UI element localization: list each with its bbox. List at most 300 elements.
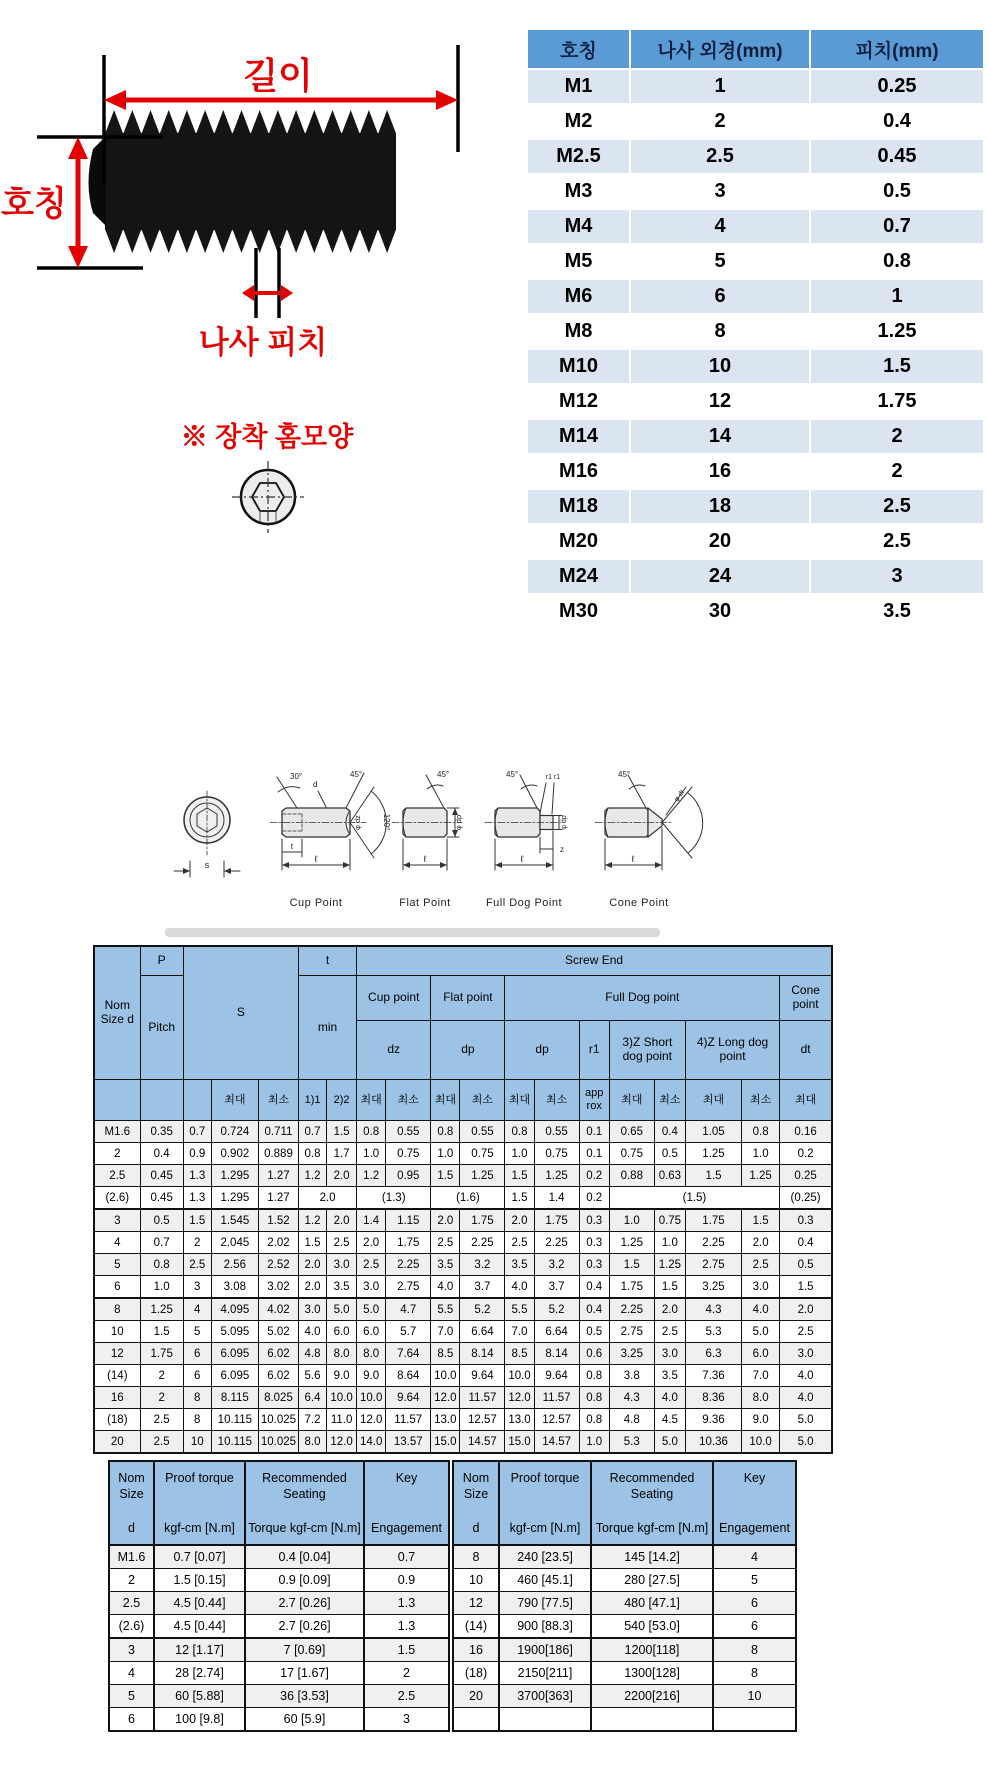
cell: 3.5 bbox=[505, 1254, 534, 1276]
cell: 0.7 bbox=[364, 1545, 449, 1569]
col-header-dp: dp bbox=[431, 1021, 505, 1080]
cell: 7.36 bbox=[685, 1365, 741, 1387]
dim-subheader bbox=[94, 1080, 832, 1121]
cell: (18) bbox=[94, 1409, 140, 1431]
table-row bbox=[527, 139, 984, 174]
cell: 4.8 bbox=[299, 1343, 327, 1365]
col-header-cup-point: Cup point bbox=[357, 976, 431, 1021]
cell: 5.0 bbox=[327, 1298, 357, 1321]
cell: 1900[186] bbox=[499, 1638, 591, 1662]
cell: 36 [3.53] bbox=[245, 1685, 364, 1708]
cell: 10.0 bbox=[431, 1365, 460, 1387]
table-row bbox=[453, 1545, 796, 1569]
table-row bbox=[109, 1592, 449, 1615]
cell: 4 bbox=[713, 1545, 796, 1569]
cell: 최소 bbox=[386, 1080, 431, 1121]
cell: 9.64 bbox=[534, 1365, 579, 1387]
cell bbox=[591, 1708, 713, 1732]
cell: 2 bbox=[630, 104, 810, 139]
cell: 3.8 bbox=[609, 1365, 654, 1387]
screw-body bbox=[105, 133, 396, 230]
cell: 2 bbox=[109, 1569, 154, 1592]
cell: 1.25 bbox=[460, 1165, 505, 1187]
cell: 1.75 bbox=[609, 1276, 654, 1299]
cell: 3.5 bbox=[431, 1254, 460, 1276]
table-row bbox=[94, 1080, 832, 1121]
cell: 1.4 bbox=[534, 1187, 579, 1210]
cell: 100 [9.8] bbox=[154, 1708, 245, 1732]
cell: 1.0 bbox=[742, 1143, 780, 1165]
cell: 0.902 bbox=[211, 1143, 258, 1165]
cell: 1.0 bbox=[654, 1232, 685, 1254]
cell: 3.2 bbox=[534, 1254, 579, 1276]
cell: 12 bbox=[94, 1343, 140, 1365]
cell: 1.27 bbox=[258, 1165, 298, 1187]
cell: 145 [14.2] bbox=[591, 1545, 713, 1569]
col-header-cone-point: Cone point bbox=[780, 976, 832, 1021]
cell: M3 bbox=[527, 174, 630, 209]
fulldog-dp-label: φ dp bbox=[561, 815, 568, 830]
cell: 2.52 bbox=[258, 1254, 298, 1276]
cell: 1.25 bbox=[685, 1143, 741, 1165]
flat-length-label: ℓ bbox=[423, 854, 427, 864]
cell bbox=[713, 1708, 796, 1732]
cell: 7.2 bbox=[299, 1409, 327, 1431]
cell: 0.3 bbox=[579, 1254, 609, 1276]
cell: 0.55 bbox=[386, 1121, 431, 1143]
col-header-min: min bbox=[299, 976, 357, 1080]
cell: M14 bbox=[527, 419, 630, 454]
cell: 9.0 bbox=[742, 1409, 780, 1431]
cell bbox=[140, 1080, 183, 1121]
cell: 2.0 bbox=[299, 1187, 357, 1210]
cell: 10 bbox=[183, 1431, 211, 1454]
cell: 2.0 bbox=[327, 1209, 357, 1232]
cell: 13.57 bbox=[386, 1431, 431, 1454]
cell: 2.56 bbox=[211, 1254, 258, 1276]
cell: 1.25 bbox=[742, 1165, 780, 1187]
cell: 3.02 bbox=[258, 1276, 298, 1299]
cell: 6.02 bbox=[258, 1365, 298, 1387]
col-header-proof-torque bbox=[499, 1461, 591, 1545]
cell: 6 bbox=[183, 1365, 211, 1387]
cell: 0.75 bbox=[534, 1143, 579, 1165]
table-row bbox=[94, 1209, 832, 1232]
header-line: Key bbox=[395, 1471, 418, 1485]
cell: 3 bbox=[183, 1276, 211, 1299]
fulldog-45deg-label: 45° bbox=[506, 770, 519, 779]
cell: 0.55 bbox=[534, 1121, 579, 1143]
cell: 2.5 bbox=[431, 1232, 460, 1254]
cell: 2 bbox=[810, 454, 984, 489]
cell: 7.0 bbox=[505, 1321, 534, 1343]
col-header-pitch: 피치(mm) bbox=[810, 29, 984, 69]
point-style-drawings bbox=[150, 765, 710, 920]
cell: 6.4 bbox=[299, 1387, 327, 1409]
cell: 최소 bbox=[460, 1080, 505, 1121]
cell: 2.5 bbox=[505, 1232, 534, 1254]
header-line: Recommended Seating bbox=[262, 1471, 347, 1501]
cell: 2.0 bbox=[431, 1209, 460, 1232]
cell: 2 bbox=[140, 1387, 183, 1409]
cell: 2.5 bbox=[183, 1254, 211, 1276]
cell: 4.02 bbox=[258, 1298, 298, 1321]
table-row bbox=[109, 1615, 449, 1639]
cell: 1.2 bbox=[299, 1165, 327, 1187]
cell: 6.0 bbox=[742, 1343, 780, 1365]
cell: 1.05 bbox=[685, 1121, 741, 1143]
cell: 6 bbox=[109, 1708, 154, 1732]
table-row bbox=[94, 1431, 832, 1454]
cell: 2.0 bbox=[299, 1254, 327, 1276]
cell: 3.08 bbox=[211, 1276, 258, 1299]
col-header-seating-torque bbox=[591, 1461, 713, 1545]
col-header-name: 호칭 bbox=[527, 29, 630, 69]
cell: 8.14 bbox=[534, 1343, 579, 1365]
table-row bbox=[94, 1409, 832, 1431]
cell: M2.5 bbox=[527, 139, 630, 174]
cell: 1.5 bbox=[183, 1209, 211, 1232]
cell: 3.0 bbox=[654, 1343, 685, 1365]
cell: (1.3) bbox=[357, 1187, 431, 1210]
cell: 0.7 bbox=[140, 1232, 183, 1254]
torque-header-row bbox=[453, 1461, 796, 1545]
cell: 5.5 bbox=[431, 1298, 460, 1321]
table-row bbox=[527, 349, 984, 384]
cell: 1.2 bbox=[299, 1209, 327, 1232]
cell: 1.5 bbox=[505, 1165, 534, 1187]
cell: 10.36 bbox=[685, 1431, 741, 1454]
cell: 4.0 bbox=[780, 1387, 832, 1409]
cell: 0.65 bbox=[609, 1121, 654, 1143]
cone-length-label: ℓ bbox=[631, 854, 635, 864]
table-row bbox=[94, 1321, 832, 1343]
cell: 0.3 bbox=[579, 1209, 609, 1232]
cell: 13.0 bbox=[505, 1409, 534, 1431]
cell: 12.57 bbox=[534, 1409, 579, 1431]
cell: 0.2 bbox=[579, 1165, 609, 1187]
cell: 3.0 bbox=[299, 1298, 327, 1321]
cell: 3 bbox=[810, 559, 984, 594]
cell: 10.115 bbox=[211, 1431, 258, 1454]
cell: 60 [5.9] bbox=[245, 1708, 364, 1732]
cell: 18 bbox=[630, 489, 810, 524]
cell: 2.5 bbox=[109, 1592, 154, 1615]
cell: 60 [5.88] bbox=[154, 1685, 245, 1708]
cell: 8 bbox=[183, 1409, 211, 1431]
cell: 15.0 bbox=[431, 1431, 460, 1454]
cell: 0.5 bbox=[140, 1209, 183, 1232]
cell: 1.52 bbox=[258, 1209, 298, 1232]
cell: 3700[363] bbox=[499, 1685, 591, 1708]
cell: 2 bbox=[810, 419, 984, 454]
full-dog-point-drawing bbox=[485, 775, 564, 870]
cell: M30 bbox=[527, 594, 630, 629]
cell: 11.57 bbox=[460, 1387, 505, 1409]
cell: 5 bbox=[109, 1685, 154, 1708]
cell: (18) bbox=[453, 1662, 499, 1685]
table-row bbox=[94, 1365, 832, 1387]
col-header-r1: r1 bbox=[579, 1021, 609, 1080]
table-header-row bbox=[527, 29, 984, 69]
cell: 1.15 bbox=[386, 1209, 431, 1232]
cell: 0.4 bbox=[654, 1121, 685, 1143]
cone-45deg-label: 45° bbox=[618, 770, 631, 779]
cell: 1.5 [0.15] bbox=[154, 1569, 245, 1592]
cup-30deg-label: 30° bbox=[290, 772, 303, 781]
cell: 5.0 bbox=[654, 1431, 685, 1454]
cell: 0.8 bbox=[579, 1387, 609, 1409]
cell: 0.5 bbox=[654, 1143, 685, 1165]
dim-header-row-1 bbox=[94, 946, 832, 976]
cell: 2.5 bbox=[140, 1431, 183, 1454]
cup-point-caption: Cup Point bbox=[289, 897, 343, 909]
cell: 8.5 bbox=[431, 1343, 460, 1365]
cell: 8.025 bbox=[258, 1387, 298, 1409]
divider-bar bbox=[165, 928, 660, 937]
header-line: Key bbox=[743, 1471, 766, 1485]
torque-header-row bbox=[109, 1461, 449, 1545]
cell: 1.25 bbox=[609, 1232, 654, 1254]
cell: (2.6) bbox=[94, 1187, 140, 1210]
cell: 2.0 bbox=[505, 1209, 534, 1232]
cell: 0.6 bbox=[579, 1343, 609, 1365]
cell: 1.3 bbox=[183, 1187, 211, 1210]
full-dog-point-caption: Full Dog Point bbox=[485, 897, 563, 909]
cell: 5.7 bbox=[386, 1321, 431, 1343]
cell: 1.5 bbox=[140, 1321, 183, 1343]
cell: 4.0 bbox=[505, 1276, 534, 1299]
cell: 16 bbox=[630, 454, 810, 489]
torque-table-small-sizes bbox=[108, 1460, 450, 1732]
table-row bbox=[527, 524, 984, 559]
cell: 2.0 bbox=[327, 1165, 357, 1187]
cell: 4 bbox=[630, 209, 810, 244]
cell: 2.0 bbox=[742, 1232, 780, 1254]
pitch-label: 나사 피치 bbox=[198, 325, 328, 360]
cell: 4.8 bbox=[609, 1409, 654, 1431]
cell: 790 [77.5] bbox=[499, 1592, 591, 1615]
torque-table-large-sizes bbox=[452, 1460, 797, 1732]
col-header-long-dog: 4)Z Long dog point bbox=[685, 1021, 779, 1080]
table-row bbox=[527, 279, 984, 314]
table-row bbox=[94, 1343, 832, 1365]
cell: 2.5 bbox=[327, 1232, 357, 1254]
table-row bbox=[527, 104, 984, 139]
cell: 20 bbox=[453, 1685, 499, 1708]
cell: 8.36 bbox=[685, 1387, 741, 1409]
cell bbox=[94, 1080, 140, 1121]
cell: 3 bbox=[364, 1708, 449, 1732]
fulldog-z-label: z bbox=[560, 845, 564, 854]
cell: 0.95 bbox=[386, 1165, 431, 1187]
col-header-seating-torque bbox=[245, 1461, 364, 1545]
cell: 2150[211] bbox=[499, 1662, 591, 1685]
cell: M8 bbox=[527, 314, 630, 349]
cell: 9.0 bbox=[357, 1365, 386, 1387]
cell: 2.0 bbox=[780, 1298, 832, 1321]
cell: 10.025 bbox=[258, 1409, 298, 1431]
cell: 2.75 bbox=[386, 1276, 431, 1299]
cell: 1.5 bbox=[505, 1187, 534, 1210]
cell: 5.3 bbox=[685, 1321, 741, 1343]
table-row bbox=[109, 1638, 449, 1662]
cup-d-label: d bbox=[313, 780, 318, 789]
col-header-pitch: Pitch bbox=[140, 976, 183, 1080]
table-row bbox=[109, 1545, 449, 1569]
cell: 5 bbox=[630, 244, 810, 279]
cell: M1.6 bbox=[109, 1545, 154, 1569]
cell: 6.0 bbox=[357, 1321, 386, 1343]
cell: 1.3 bbox=[183, 1165, 211, 1187]
col-header-screw-end: Screw End bbox=[357, 946, 832, 976]
cell: 540 [53.0] bbox=[591, 1615, 713, 1639]
fulldog-length-label: ℓ bbox=[520, 854, 524, 864]
cell: 0.4 bbox=[579, 1298, 609, 1321]
cell: 0.8 bbox=[579, 1365, 609, 1387]
cell: 24 bbox=[630, 559, 810, 594]
cell: M1.6 bbox=[94, 1121, 140, 1143]
table-row bbox=[527, 419, 984, 454]
cell: 1.545 bbox=[211, 1209, 258, 1232]
length-label: 길이 bbox=[243, 55, 313, 96]
cell: 1200[118] bbox=[591, 1638, 713, 1662]
cell: (14) bbox=[453, 1615, 499, 1639]
cell: 0.3 bbox=[579, 1232, 609, 1254]
cell: 2.25 bbox=[609, 1298, 654, 1321]
cell: 8 bbox=[713, 1638, 796, 1662]
cell: 3 bbox=[109, 1638, 154, 1662]
cell: 1.0 bbox=[431, 1143, 460, 1165]
cell: app rox bbox=[579, 1080, 609, 1121]
cell: M10 bbox=[527, 349, 630, 384]
cell: 2.25 bbox=[460, 1232, 505, 1254]
cell: 0.7 bbox=[299, 1121, 327, 1143]
cell: 8 bbox=[94, 1298, 140, 1321]
table-row bbox=[109, 1708, 449, 1732]
cell: 0.8 bbox=[431, 1121, 460, 1143]
cell: 0.711 bbox=[258, 1121, 298, 1143]
cell: 2.5 bbox=[357, 1254, 386, 1276]
cell: 1.75 bbox=[810, 384, 984, 419]
cell: 1.75 bbox=[534, 1209, 579, 1232]
cell: 1.75 bbox=[685, 1209, 741, 1232]
cell: 20 bbox=[94, 1431, 140, 1454]
table-row bbox=[453, 1569, 796, 1592]
cell: 2.5 bbox=[810, 524, 984, 559]
cell: (1.6) bbox=[431, 1187, 505, 1210]
cell: 0.5 bbox=[780, 1254, 832, 1276]
cell: M20 bbox=[527, 524, 630, 559]
cell: 3.5 bbox=[810, 594, 984, 629]
cell: 4 bbox=[183, 1298, 211, 1321]
col-header-proof-torque bbox=[154, 1461, 245, 1545]
cell: 4.0 bbox=[299, 1321, 327, 1343]
cell: 0.45 bbox=[140, 1187, 183, 1210]
dimension-spec-table bbox=[93, 945, 833, 1454]
cell: 0.25 bbox=[780, 1165, 832, 1187]
cell: 5.02 bbox=[258, 1321, 298, 1343]
cell: 1300[128] bbox=[591, 1662, 713, 1685]
cell bbox=[183, 1080, 211, 1121]
cell: 6.095 bbox=[211, 1343, 258, 1365]
cell: 17 [1.67] bbox=[245, 1662, 364, 1685]
cell: 3.7 bbox=[534, 1276, 579, 1299]
cell: 3.0 bbox=[780, 1343, 832, 1365]
table-row bbox=[109, 1685, 449, 1708]
cell: 480 [47.1] bbox=[591, 1592, 713, 1615]
cell: 4.0 bbox=[654, 1387, 685, 1409]
cell: 2.5 bbox=[654, 1321, 685, 1343]
cell: 4 bbox=[109, 1662, 154, 1685]
cell: 4.7 bbox=[386, 1298, 431, 1321]
cell: 6 bbox=[94, 1276, 140, 1299]
cell: 1.295 bbox=[211, 1165, 258, 1187]
cell: 1.5 bbox=[780, 1276, 832, 1299]
cell: 2.25 bbox=[386, 1254, 431, 1276]
col-header-nom-size bbox=[453, 1461, 499, 1545]
cell: 14.57 bbox=[460, 1431, 505, 1454]
cell: 9.64 bbox=[386, 1387, 431, 1409]
cell: 1.75 bbox=[460, 1209, 505, 1232]
cup-point-drawing bbox=[270, 773, 386, 870]
cell: 0.4 bbox=[579, 1276, 609, 1299]
cell: 최대 bbox=[211, 1080, 258, 1121]
cell: M16 bbox=[527, 454, 630, 489]
cell: 1.25 bbox=[534, 1165, 579, 1187]
cell: 0.63 bbox=[654, 1165, 685, 1187]
cell: 1.25 bbox=[654, 1254, 685, 1276]
cell: 2.75 bbox=[609, 1321, 654, 1343]
s-label: s bbox=[204, 860, 210, 870]
cell: 1.0 bbox=[579, 1431, 609, 1454]
cell: M6 bbox=[527, 279, 630, 314]
header-line: Proof torque bbox=[165, 1471, 234, 1485]
cell: 0.4 bbox=[810, 104, 984, 139]
cell: 1.5 bbox=[609, 1254, 654, 1276]
cell: 10.0 bbox=[742, 1431, 780, 1454]
cell: 1.4 bbox=[357, 1209, 386, 1232]
cell: 최소 bbox=[258, 1080, 298, 1121]
table-row bbox=[527, 594, 984, 629]
cell: 7.0 bbox=[742, 1365, 780, 1387]
fulldog-r1-label: r1 r1 bbox=[545, 774, 561, 781]
cell: 8.5 bbox=[505, 1343, 534, 1365]
table-row bbox=[94, 1121, 832, 1143]
cell: 3.5 bbox=[654, 1365, 685, 1387]
cell: 8.115 bbox=[211, 1387, 258, 1409]
cell: 0.8 bbox=[140, 1254, 183, 1276]
cell: 1.5 bbox=[327, 1121, 357, 1143]
col-header-key-engagement bbox=[713, 1461, 796, 1545]
cell: 6 bbox=[713, 1615, 796, 1639]
cell: 0.7 [0.07] bbox=[154, 1545, 245, 1569]
cell: 2.5 bbox=[780, 1321, 832, 1343]
cell: 2.5 bbox=[140, 1409, 183, 1431]
cell: 0.75 bbox=[460, 1143, 505, 1165]
cell: 1)1 bbox=[299, 1080, 327, 1121]
table-row bbox=[453, 1592, 796, 1615]
cell: 3.2 bbox=[460, 1254, 505, 1276]
cell: 2.25 bbox=[685, 1232, 741, 1254]
cell: 8 bbox=[713, 1662, 796, 1685]
header-line: Proof torque bbox=[510, 1471, 580, 1485]
flat-point-drawing bbox=[392, 775, 462, 870]
cell: 10.025 bbox=[258, 1431, 298, 1454]
cell: 0.88 bbox=[609, 1165, 654, 1187]
cell: 8 bbox=[630, 314, 810, 349]
col-header-flat-point: Flat point bbox=[431, 976, 505, 1021]
